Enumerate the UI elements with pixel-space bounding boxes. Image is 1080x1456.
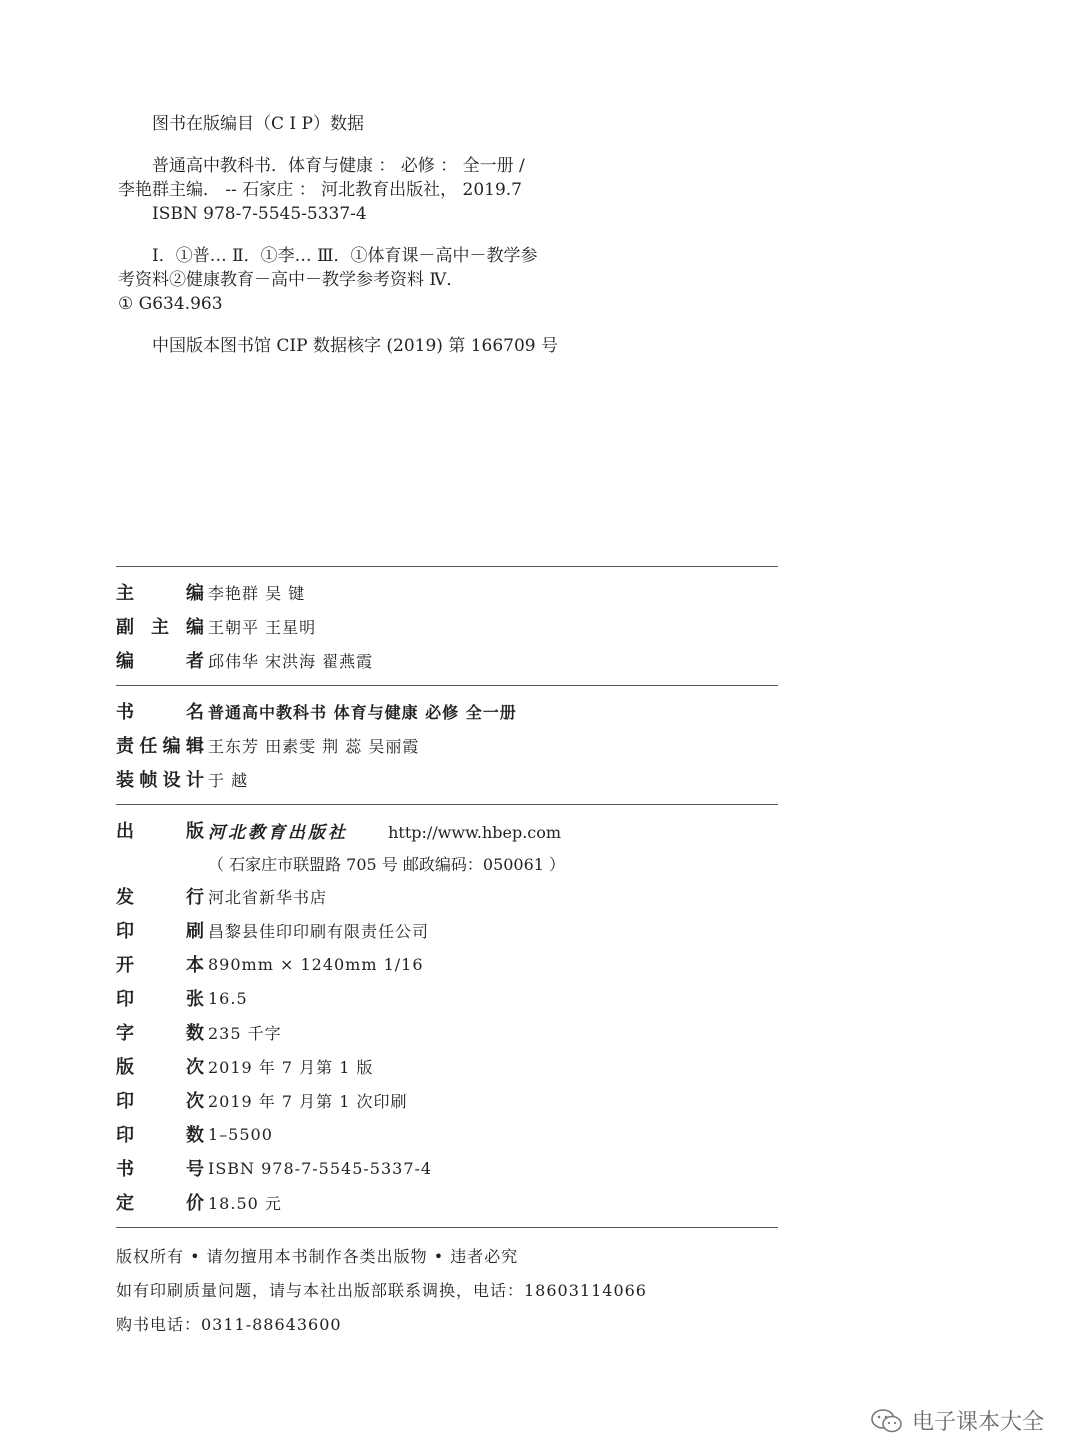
label-char: 发 — [116, 887, 134, 908]
field-value: 235 千字 — [208, 1023, 282, 1043]
label-char: 版 — [116, 1057, 134, 1078]
credits-block — [116, 566, 778, 1340]
field-label — [116, 1053, 204, 1079]
field-label — [116, 766, 204, 792]
wechat-icon — [870, 1408, 904, 1434]
label-char: 设 — [162, 770, 181, 791]
cip-line: 李艳群主编． -- 石家庄 ： 河北教育出版社， 2019.7 — [118, 180, 522, 200]
details-row — [116, 1117, 778, 1151]
field-value: 18.50 元 — [208, 1193, 282, 1213]
field-value: 河北省新华书店 — [208, 887, 328, 907]
label-char: 开 — [116, 955, 134, 976]
field-value: 普通高中教科书 体育与健康 必修 全一册 — [208, 702, 517, 722]
label-char: 辑 — [185, 736, 204, 757]
watermark — [870, 1405, 1044, 1436]
publisher-url[interactable]: http://www.hbep.com — [388, 822, 562, 842]
field-label — [116, 1019, 204, 1045]
label-char: 次 — [186, 1091, 204, 1112]
publishing-group — [116, 805, 778, 1227]
field-label — [116, 917, 204, 943]
publisher-logo: 河北教育出版社 — [208, 822, 348, 843]
field-label — [116, 951, 204, 977]
editors-row — [116, 643, 778, 677]
label-char: 计 — [185, 770, 204, 791]
details-row — [116, 1151, 778, 1185]
label-char: 印 — [116, 1125, 134, 1146]
publisher-row — [116, 813, 778, 847]
field-value: 于 越 — [208, 770, 249, 790]
label-char: 编 — [186, 617, 204, 638]
label-char: 书 — [116, 1159, 134, 1180]
label-char: 主 — [151, 617, 169, 638]
details-row — [116, 1185, 778, 1219]
quality-contact: 如有印刷质量问题，请与本社出版部联系调换，电话：18603114066 — [116, 1280, 647, 1300]
field-label — [116, 883, 204, 909]
label-char: 价 — [186, 1193, 204, 1214]
watermark-text: 电子课本大全 — [911, 1410, 1044, 1435]
label-char: 出 — [116, 821, 134, 842]
field-label — [116, 985, 204, 1011]
label-char: 任 — [139, 736, 158, 757]
footer-notes — [116, 1228, 778, 1340]
label-char: 者 — [186, 651, 204, 672]
field-label — [116, 1155, 204, 1181]
field-value: 890mm × 1240mm 1/16 — [208, 954, 424, 974]
label-char: 数 — [186, 1125, 204, 1146]
field-label — [116, 1121, 204, 1147]
field-value: 16.5 — [208, 988, 248, 1008]
label-char: 定 — [116, 1193, 134, 1214]
field-value: 2019 年 7 月第 1 次印刷 — [208, 1091, 408, 1111]
label-char: 编 — [162, 736, 181, 757]
cip-block — [118, 112, 678, 358]
label-char: 印 — [116, 921, 134, 942]
label-char: 帧 — [139, 770, 158, 791]
order-phone: 购书电话：0311-88643600 — [116, 1314, 342, 1334]
field-value: 2019 年 7 月第 1 版 — [208, 1057, 374, 1077]
label-char: 刷 — [186, 921, 204, 942]
field-value: 邱伟华 宋洪海 翟燕霞 — [208, 651, 374, 671]
editors-row — [116, 575, 778, 609]
cip-record: 中国版本图书馆 CIP 数据核字 (2019) 第 166709 号 — [152, 336, 559, 356]
field-label — [116, 579, 204, 605]
label-char: 版 — [186, 821, 204, 842]
field-label — [116, 698, 204, 724]
field-value: 王朝平 王星明 — [208, 617, 317, 637]
editors-group — [116, 567, 778, 685]
book-row — [116, 762, 778, 796]
cip-classification-line: Ⅰ．①普… Ⅱ．①李… Ⅲ．①体育课－高中－教学参 — [152, 246, 538, 266]
label-char: 责 — [116, 736, 134, 757]
label-char: 装 — [116, 770, 134, 791]
label-char: 印 — [116, 1091, 134, 1112]
copyright-notice: 版权所有 • 请勿擅用本书制作各类出版物 • 违者必究 — [116, 1246, 519, 1266]
label-char: 书 — [116, 702, 134, 723]
editors-row — [116, 609, 778, 643]
field-label — [116, 613, 204, 639]
cip-classification-line: 考资料②健康教育－高中－教学参考资料 Ⅳ． — [118, 270, 464, 290]
details-row — [116, 1083, 778, 1117]
field-value: 王东芳 田素雯 荆 蕊 吴丽霞 — [208, 736, 420, 756]
details-row — [116, 947, 778, 981]
label-char: 数 — [186, 1023, 204, 1044]
label-char: 行 — [186, 887, 204, 908]
field-value: 李艳群 吴 键 — [208, 583, 306, 603]
book-row — [116, 694, 778, 728]
details-row — [116, 981, 778, 1015]
label-char: 主 — [116, 583, 134, 604]
details-row — [116, 879, 778, 913]
label-char: 字 — [116, 1023, 134, 1044]
field-label — [116, 1087, 204, 1113]
field-value: 1–5500 — [208, 1124, 273, 1144]
label-char: 印 — [116, 989, 134, 1010]
book-info-group — [116, 686, 778, 804]
label-char: 本 — [186, 955, 204, 976]
field-label — [116, 732, 204, 758]
book-row — [116, 728, 778, 762]
field-label — [116, 647, 204, 673]
cip-line: 普通高中教科书．体育与健康 ： 必修 ： 全一册 / — [152, 156, 525, 176]
label-char: 名 — [186, 702, 204, 723]
label-char: 副 — [116, 617, 134, 638]
label-char: 号 — [186, 1159, 204, 1180]
details-row — [116, 1049, 778, 1083]
cip-line: ISBN 978-7-5545-5337-4 — [152, 204, 367, 224]
details-row — [116, 913, 778, 947]
cip-heading: 图书在版编目（C I P）数据 — [152, 114, 364, 134]
publisher-address: （ 石家庄市联盟路 705 号 邮政编码：050061 ） — [208, 854, 566, 874]
label-char: 编 — [186, 583, 204, 604]
label-char: 次 — [186, 1057, 204, 1078]
cip-classification-line: ① G634.963 — [118, 294, 223, 314]
field-value: 昌黎县佳印印刷有限责任公司 — [208, 921, 430, 941]
field-value: ISBN 978-7-5545-5337-4 — [208, 1158, 433, 1178]
field-label — [116, 1189, 204, 1215]
label-char: 张 — [186, 989, 204, 1010]
details-row — [116, 1015, 778, 1049]
label-char: 编 — [116, 651, 134, 672]
publisher-label — [116, 817, 204, 843]
